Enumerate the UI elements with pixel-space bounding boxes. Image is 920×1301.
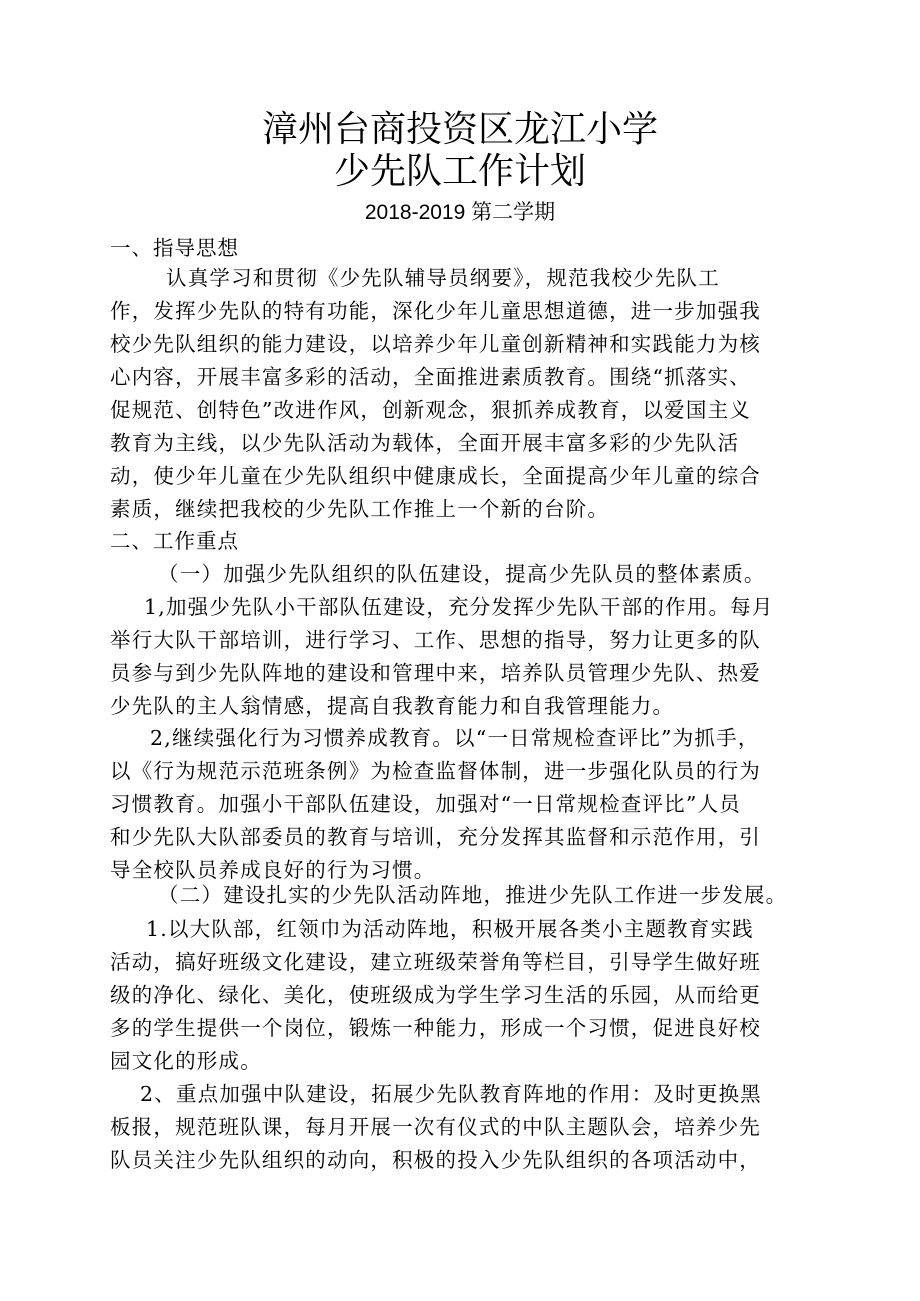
section1-line: 认真学习和贯彻《少先队辅导员纲要》，规范我校少先队工 xyxy=(166,266,720,290)
section2-heading: 二、工作重点 xyxy=(110,529,239,553)
section1-heading: 一、指导思想 xyxy=(110,236,239,260)
item3-line: 园文化的形成。 xyxy=(110,1049,262,1073)
item1-line: 少先队的主人翁情感，提高自我教育能力和自我管理能力。 xyxy=(110,694,675,718)
item2-line: 导全校队员养成良好的行为习惯。 xyxy=(110,858,436,882)
document-title-plan: 少先队工作计划 xyxy=(333,151,586,192)
section1-line: 素质，继续把我校的少先队工作推上一个新的台阶。 xyxy=(110,497,610,521)
section1-line: 教育为主线，以少先队活动为载体，全面开展丰富多彩的少先队活 xyxy=(110,431,740,455)
section1-line: 作，发挥少先队的特有功能，深化少年儿童思想道德，进一步加强我 xyxy=(110,299,761,323)
item3-line: 1.以大队部，红领巾为活动阵地，积极开展各类小主题教育实践 xyxy=(146,917,754,941)
item3-line: 活动，搞好班级文化建设，建立班级荣誉角等栏目，引导学生做好班 xyxy=(110,950,761,974)
item4-line: 板报，规范班队课，每月开展一次有仪式的中队主题队会，培养少先 xyxy=(110,1115,761,1139)
item2-line: 习惯教育。加强小干部队伍建设，加强对“一日常规检查评比”人员 xyxy=(110,792,741,816)
item1-line: 员参与到少先队阵地的建设和管理中来，培养队员管理少先队、热爱 xyxy=(110,661,761,685)
item2-line: 以《行为规范示范班条例》为检查监督体制，进一步强化队员的行为 xyxy=(110,759,761,783)
item4-line: 2、重点加强中队建设，拓展少先队教育阵地的作用：及时更换黑 xyxy=(140,1082,762,1106)
section1-line: 心内容，开展丰富多彩的活动，全面推进素质教育。围绕“抓落实、 xyxy=(110,365,751,389)
item2-line: 和少先队大队部委员的教育与培训，充分发挥其监督和示范作用，引 xyxy=(110,825,761,849)
item3-line: 级的净化、绿化、美化，使班级成为学生学习生活的乐园，从而给更 xyxy=(110,983,761,1007)
item3-line: 多的学生提供一个岗位，锻炼一种能力，形成一个习惯，促进良好校 xyxy=(110,1016,761,1040)
section1-line: 动，使少年儿童在少先队组织中健康成长，全面提高少年儿童的综合 xyxy=(110,464,761,488)
item2-line: 2,继续强化行为习惯养成教育。以“一日常规检查评比”为抓手， xyxy=(150,726,760,750)
section1-line: 促规范、创特色”改进作风，创新观念，狠抓养成教育，以爱国主义 xyxy=(110,398,751,422)
document-title-school: 漳州台商投资区龙江小学 xyxy=(261,109,658,150)
subsection1-heading: （一）加强少先队组织的队伍建设，提高少先队员的整体素质。 xyxy=(158,562,766,586)
document-term: 2018-2019 第二学期 xyxy=(364,201,556,224)
item1-line: 举行大队干部培训，进行学习、工作、思想的指导，努力让更多的队 xyxy=(110,628,761,652)
section1-line: 校少先队组织的能力建设，以培养少年儿童创新精神和实践能力为核 xyxy=(110,332,761,356)
item1-line: 1,加强少先队小干部队伍建设，充分发挥少先队干部的作用。每月 xyxy=(144,595,774,619)
subsection2-heading: （二）建设扎实的少先队活动阵地，推进少先队工作进一步发展。 xyxy=(158,883,788,907)
item4-line: 队员关注少先队组织的动向，积极的投入少先队组织的各项活动中， xyxy=(110,1148,761,1172)
